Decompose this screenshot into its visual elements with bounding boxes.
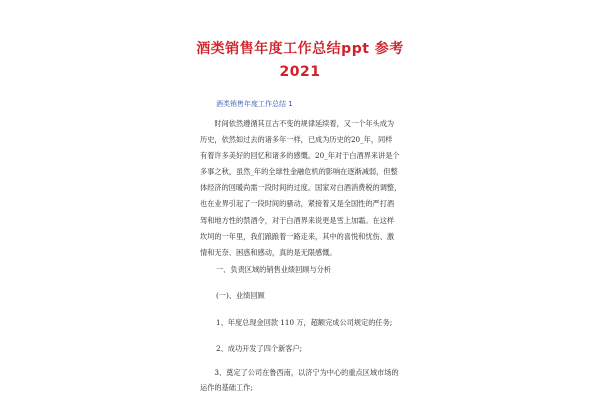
paragraph-line: 驾和地方性的禁酒令，对于白酒界来说更是雪上加霜。在这样 [200,215,395,225]
paragraph-line: 时间依然遵循其亘古不变的规律延续着，又一个年头成为 [200,119,395,128]
paragraph-line: 多事之秋，虽然_年的全球性金融危机的影响在逐渐减弱，但整 [200,167,398,177]
paragraph-line: 体经济的回暖尚需一段时间的过度。国家对白酒消费税的调整， [200,183,402,193]
paragraph-line: 也在业界引起了一段时间的骚动，紧接着又是全国性的严打酒 [200,199,395,209]
list-item-1: 1、年度总现金回款 110 万，超额完成公司规定的任务; [216,318,393,327]
paragraph-line: 情和无奈、困惑和感动，真的是无限感慨。 [200,247,337,257]
list-item-2: 2、成功开发了四个新客户; [216,344,303,353]
sub-section-heading: (一)、业绩回顾 [216,291,265,300]
list-item-3 [200,365,399,395]
paragraph-line: 坎坷的一年里，我们踉踉着一路走来，其中的喜悦和忧伤、激 [200,231,395,241]
paragraph-line: 历史，依然如过去的诸多年一样，已成为历史的20_年，同样 [200,135,393,145]
intro-paragraph [200,116,445,261]
section-heading: 一、负责区域的销售业绩回顾与分析 [216,265,332,274]
paragraph-line: 有着许多美好的回忆和诸多的感慨。20_年对于白酒界来讲是个 [200,151,400,161]
list-item-3-line2: 运作的基础工作; [200,383,253,392]
document-title-year: 2021 [279,64,321,80]
document-title-line1: 酒类销售年度工作总结ppt 参考 [196,41,404,57]
section-subheading: 酒类销售年度工作总结 1 [216,100,293,108]
list-item-3-line1: 3、奠定了公司在鲁西南，以济宁为中心的重点区域市场的 [200,368,399,377]
